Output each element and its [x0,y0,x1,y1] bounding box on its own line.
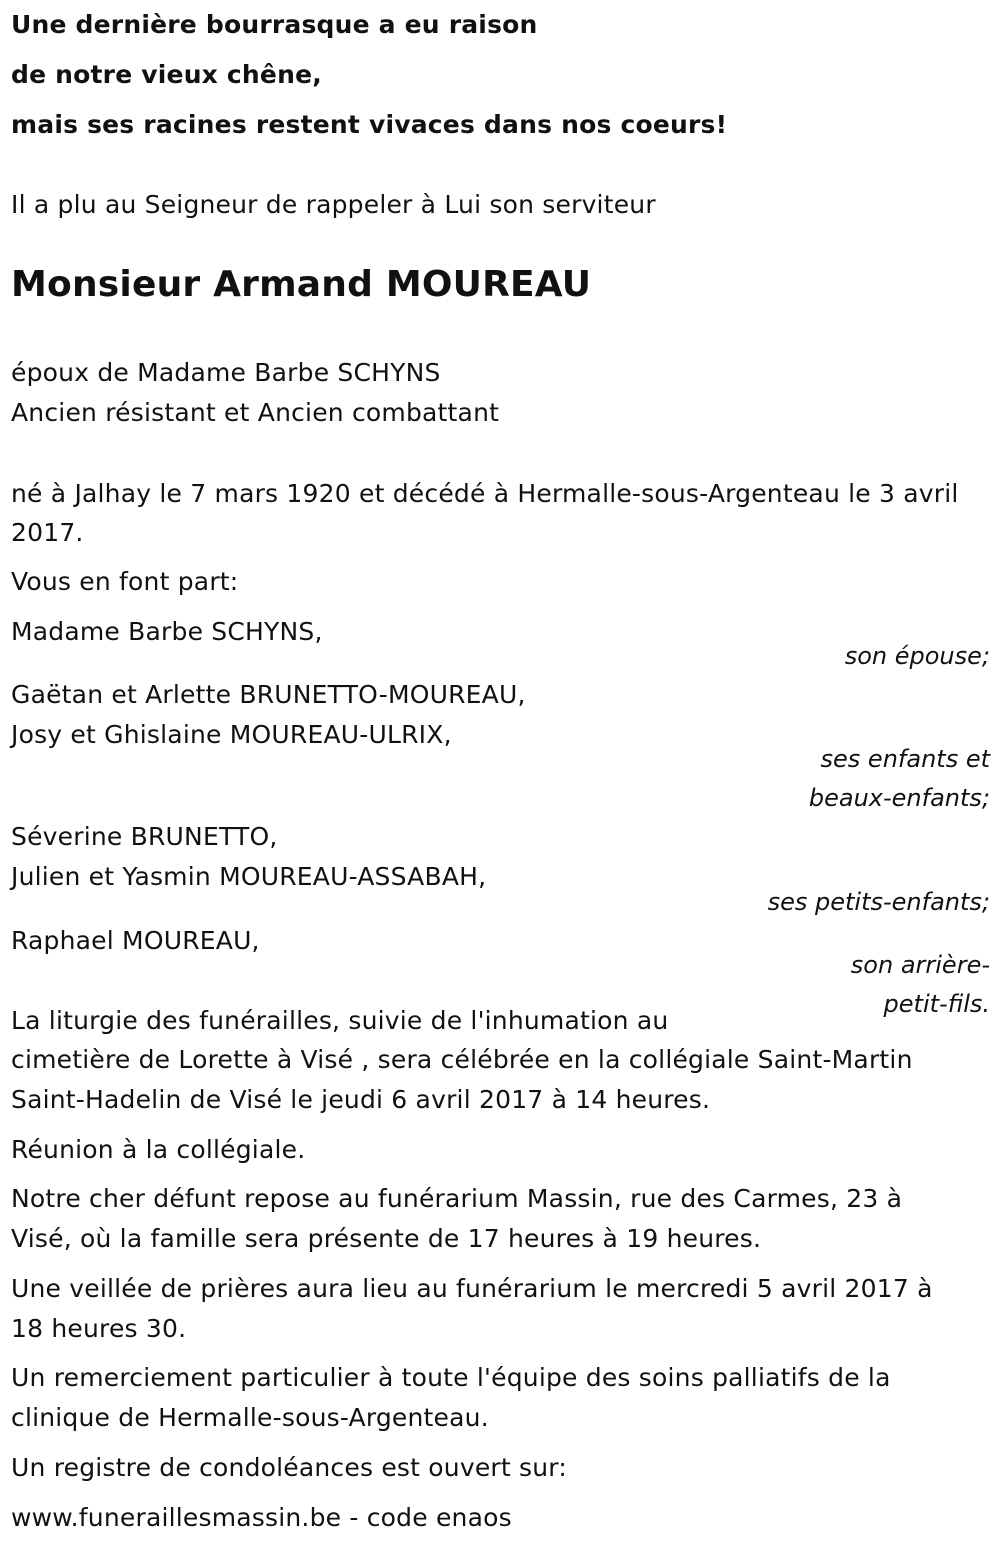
family-children-relation-1: ses enfants et [820,745,990,773]
poem-line-2: de notre vieux chêne, [11,60,322,89]
birth-death-line-2: 2017. [11,518,84,547]
family-grandchildren-1: Séverine BRUNETTO, [11,822,278,851]
rest-line-2: Visé, où la famille sera présente de 17 heures à 19 heures. [11,1224,762,1253]
family-great-relation-1: son arrière- [850,951,990,979]
deceased-name: Monsieur Armand MOUREAU [11,264,592,305]
family-grandchildren-2: Julien et Yasmin MOUREAU-ASSABAH, [11,862,487,891]
thanks-line-1: Un remerciement particulier à toute l'équipe des soins palliatifs de la [11,1363,891,1392]
poem-line-3: mais ses racines restent vivaces dans nos coeurs! [11,110,728,139]
rest-line-1: Notre cher défunt repose au funérarium Massin, rue des Carmes, 23 à [11,1184,903,1213]
family-spouse: Madame Barbe SCHYNS, [11,617,323,646]
family-children-2: Josy et Ghislaine MOUREAU-ULRIX, [11,720,452,749]
liturgy-line-2: cimetière de Lorette à Visé , sera célébrée en la collégiale Saint-Martin [11,1045,913,1074]
title-line: Ancien résistant et Ancien combattant [11,398,500,427]
family-children-1: Gaëtan et Arlette BRUNETTO-MOUREAU, [11,680,526,709]
birth-death-line-1: né à Jalhay le 7 mars 1920 et décédé à Hermalle-sous-Argenteau le 3 avril [11,479,959,508]
meeting-text: Réunion à la collégiale. [11,1135,306,1164]
announce-text: Vous en font part: [11,567,239,596]
website-link[interactable]: www.funeraillesmassin.be - code enaos [11,1503,512,1532]
family-great-relation-2: petit-fils. [883,990,990,1018]
vigil-line-2: 18 heures 30. [11,1314,187,1343]
thanks-line-2: clinique de Hermalle-sous-Argenteau. [11,1403,489,1432]
family-spouse-relation: son épouse; [844,642,990,670]
vigil-line-1: Une veillée de prières aura lieu au funérarium le mercredi 5 avril 2017 à [11,1274,933,1303]
liturgy-line-1: La liturgie des funérailles, suivie de l'inhumation au [11,1006,669,1035]
poem-line-1: Une dernière bourrasque a eu raison [11,10,538,39]
family-great-grandchild: Raphael MOUREAU, [11,926,260,955]
family-children-relation-2: beaux-enfants; [808,784,990,812]
spouse-line: époux de Madame Barbe SCHYNS [11,358,441,387]
registry-text: Un registre de condoléances est ouvert sur: [11,1453,567,1482]
family-grandchildren-relation: ses petits-enfants; [767,888,990,916]
liturgy-line-3: Saint-Hadelin de Visé le jeudi 6 avril 2017 à 14 heures. [11,1085,711,1114]
intro-text: Il a plu au Seigneur de rappeler à Lui son serviteur [11,190,656,219]
